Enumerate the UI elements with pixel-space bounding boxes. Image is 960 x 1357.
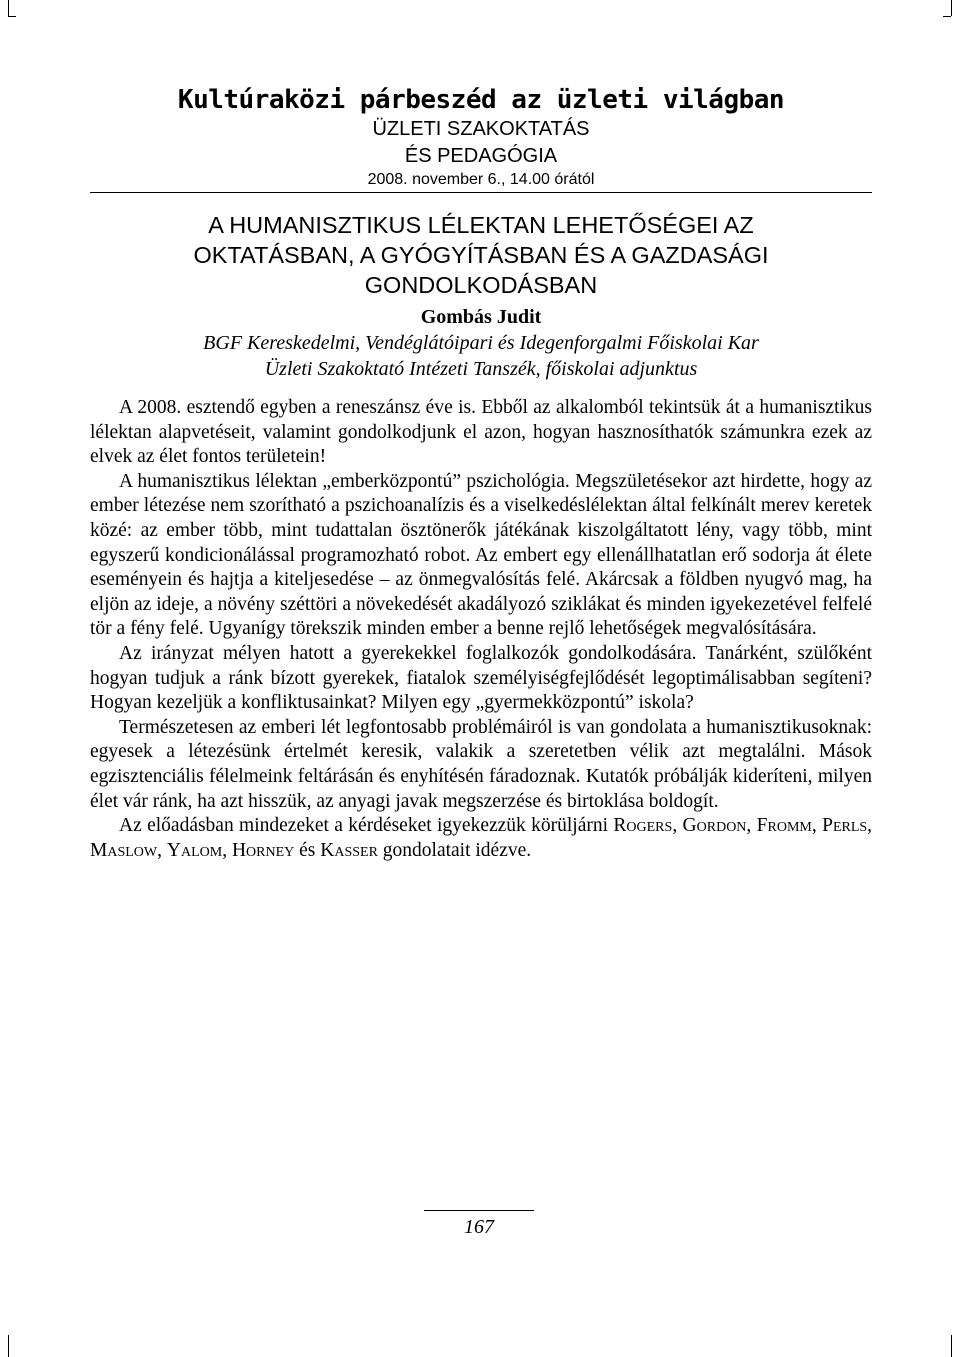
crop-mark-bottom-right: [951, 1335, 952, 1357]
paragraph-2: A humanisztikus lélektan „emberközpontú” pszichológia. Megszületésekor azt hirdette, hogy az ember létezése nem szorítható a pszichoanalízis és a viselkedéslélektan által felkínált merev keretek közé: az ember több, mint tudattalan ösztönerők játékának kiszolgáltatott lény, vagy több, mint egyszerű kondicionálással programozható robot. Az embert egy ellenállhatatlan erő sodorja át élete eseményein és hajtja a kiteljesedése – az önmegvalósítás felé. Akárcsak a földben nyugvó mag, ha eljön az ideje, a növény széttöri a növekedését akadályozó sziklákat és minden igyekezetével felfelé tör a fény felé. Ugyanígy törekszik minden ember a benne rejlő lehetőségek megvalósítására.: [90, 470, 872, 640]
author-name-rogers: Rogers: [613, 815, 673, 837]
crop-mark-top-left: [8, 0, 9, 16]
page-number: 167: [464, 1216, 494, 1238]
paragraph-1: A 2008. esztendő egyben a reneszánsz éve is. Ebből az alkalomból tekintsük át a humanisztikus lélektan alapvetéseit, valamint gondolkodjunk el azon, hogyan hasznosíthatók számunkra ezek az elvek az élet fontos területein!: [90, 397, 872, 468]
separator: ,: [222, 839, 228, 861]
conference-title: Kultúraközi párbeszéd az üzleti világban: [177, 85, 785, 115]
author-name-kasser: Kasser: [320, 839, 378, 861]
paragraph-5-prefix: Az előadásban mindezeket a kérdéseket igyekezzük körüljárni: [119, 815, 609, 837]
author-name-perls: Perls: [822, 815, 868, 837]
crop-mark-top-right: [951, 0, 952, 16]
separator: ,: [672, 815, 678, 837]
author-name: Gombás Judit: [420, 306, 542, 328]
paper-body: [90, 396, 872, 863]
paragraph-4: Természetesen az emberi lét legfontosabb problémáiról is van gondolata a humanisztikusoknak: egyesek a létezésünk értelmét keresik, valakik a szeretetben vélik azt megtalálni. Mások egzisztenciális félelmeink feltárásán és enyhítésén fáradoznak. Kutatók próbálják kideríteni, milyen élet vár ránk, ha azt hisszük, az anyagi javak megszerzése és birtoklása boldogít.: [90, 716, 872, 812]
author-name-yalom: Yalom: [166, 839, 223, 861]
paragraph-5-suffix: gondolatait idézve.: [382, 839, 532, 861]
footer-rule: [424, 1210, 534, 1211]
separator: ,: [157, 839, 162, 861]
separator: ,: [867, 815, 873, 837]
affiliation-line1: BGF Kereskedelmi, Vendéglátóipari és Idegenforgalmi Főiskolai Kar: [203, 332, 759, 354]
section-title-line1: ÜZLETI SZAKOKTATÁS: [372, 118, 590, 140]
session-date: 2008. november 6., 14.00 órától: [90, 170, 872, 193]
conjunction: és: [299, 839, 316, 861]
separator: ,: [811, 815, 817, 837]
paper-title-line3: GONDOLKODÁSBAN: [364, 272, 598, 298]
separator: ,: [746, 815, 752, 837]
paper-title-line1: A HUMANISZTIKUS LÉLEKTAN LEHETŐSÉGEI AZ: [208, 212, 754, 238]
page-header: [90, 84, 872, 382]
author-name-horney: Horney: [231, 839, 295, 861]
paragraph-5: [90, 814, 872, 863]
crop-mark-top-right-h: [943, 16, 951, 17]
affiliation-line2: Üzleti Szakoktató Intézeti Tanszék, főiskolai adjunktus: [264, 358, 698, 380]
paper-title-line2: OKTATÁSBAN, A GYÓGYÍTÁSBAN ÉS A GAZDASÁGI: [193, 242, 769, 268]
paragraph-3: Az irányzat mélyen hatott a gyerekekkel foglalkozók gondolkodására. Tanárként, szülőként hogyan tudjuk a ránk bízott gyerekek, fiatalok személyiségfejlődését legoptimálisabban segíteni? Hogyan kezeljük a konfliktusainkat? Milyen egy „gyermekközpontú” iskola?: [90, 642, 872, 714]
crop-mark-bottom-left: [8, 1335, 9, 1357]
crop-mark-top-left-h: [8, 16, 16, 17]
author-name-maslow: Maslow: [90, 839, 158, 861]
author-name-gordon: Gordon: [682, 815, 747, 837]
author-name-fromm: Fromm: [756, 815, 812, 837]
section-title-line2: ÉS PEDAGÓGIA: [404, 145, 558, 167]
